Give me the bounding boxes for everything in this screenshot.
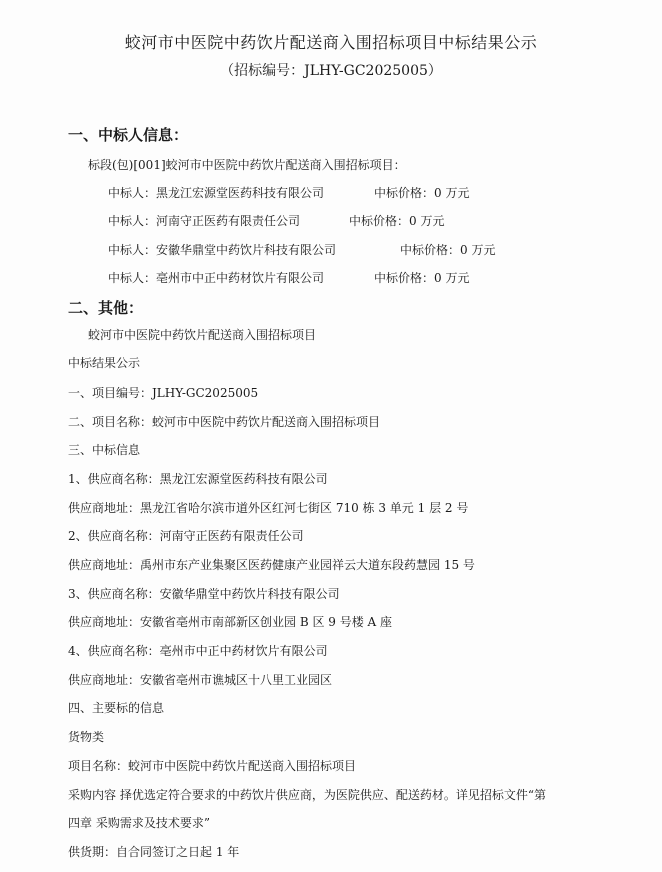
body-line: 四、主要标的信息	[68, 701, 165, 715]
body-line: 三、中标信息	[68, 443, 141, 457]
tender-number: （招标编号：JLHY-GC2025005）	[220, 63, 442, 79]
body-line: 供应商地址：黑龙江省哈尔滨市道外区红河七街区 710 栋 3 单元 1 层 2 号	[68, 501, 469, 515]
body-line: 货物类	[68, 730, 105, 744]
body-line: 项目名称：蛟河市中医院中药饮片配送商入围招标项目	[68, 759, 357, 773]
winner-name: 中标人：黑龙江宏源堂医药科技有限公司	[108, 186, 325, 200]
winner-row	[0, 269, 662, 287]
body-line: 1、供应商名称：黑龙江宏源堂医药科技有限公司	[68, 472, 328, 486]
body-line: 中标结果公示	[68, 356, 141, 370]
body-line: 供货期：自合同签订之日起 1 年	[68, 845, 240, 859]
body-line: 蛟河市中医院中药饮片配送商入围招标项目	[88, 328, 317, 342]
winner-row	[0, 212, 662, 230]
body-line: 四章 采购需求及技术要求”	[68, 816, 210, 830]
body-line: 一、项目编号：JLHY-GC2025005	[68, 386, 259, 400]
winner-name: 中标人：安徽华鼎堂中药饮片科技有限公司	[108, 243, 337, 257]
section-winners-heading: 一、中标人信息：	[68, 126, 189, 144]
winner-name: 中标人：河南守正医药有限责任公司	[108, 214, 301, 228]
body-line: 供应商地址：禹州市东产业集聚区医药健康产业园祥云大道东段药慧园 15 号	[68, 558, 475, 572]
winner-price: 中标价格：0 万元	[349, 214, 445, 228]
body-line: 供应商地址：安徽省亳州市南部新区创业园 B 区 9 号楼 A 座	[68, 615, 393, 629]
body-line: 二、项目名称：蛟河市中医院中药饮片配送商入围招标项目	[68, 415, 381, 429]
document-title: 蛟河市中医院中药饮片配送商入围招标项目中标结果公示	[124, 33, 538, 52]
winner-price: 中标价格：0 万元	[374, 186, 470, 200]
body-line: 4、供应商名称：亳州市中正中药材饮片有限公司	[68, 644, 328, 658]
body-line: 2、供应商名称：河南守正医药有限责任公司	[68, 529, 304, 543]
body-line: 供应商地址：安徽省亳州市谯城区十八里工业园区	[68, 673, 333, 687]
lot-line: 标段(包)[001]蛟河市中医院中药饮片配送商入围招标项目：	[88, 158, 406, 172]
winner-row	[0, 184, 662, 202]
body-line: 采购内容 择优选定符合要求的中药饮片供应商，为医院供应、配送药材。详见招标文件“第	[68, 788, 546, 802]
section-other-heading: 二、其他：	[68, 299, 144, 317]
winner-price: 中标价格：0 万元	[400, 243, 496, 257]
winner-price: 中标价格：0 万元	[374, 271, 470, 285]
body-line: 3、供应商名称：安徽华鼎堂中药饮片科技有限公司	[68, 587, 340, 601]
winner-name: 中标人：亳州市中正中药材饮片有限公司	[108, 271, 325, 285]
winner-row	[0, 241, 662, 259]
